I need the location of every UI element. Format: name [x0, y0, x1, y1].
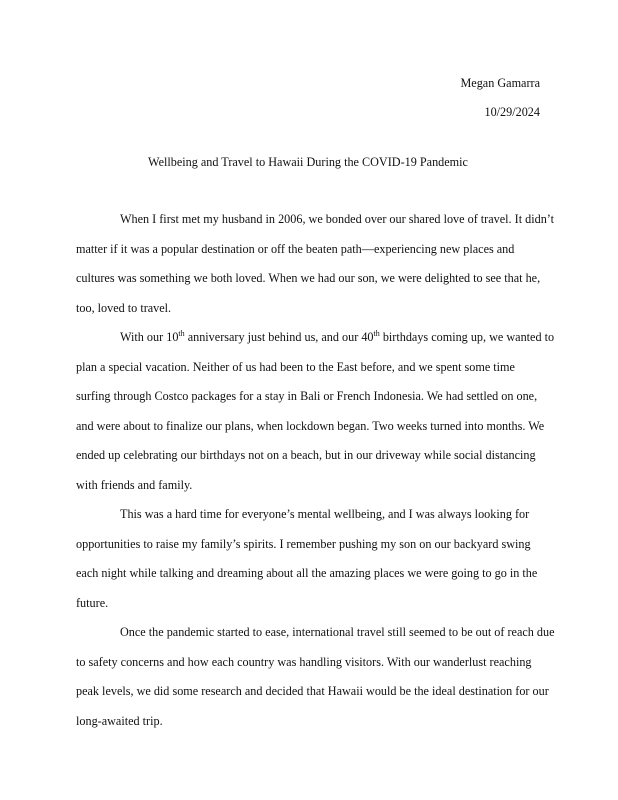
paragraph-line: matter if it was a popular destination or off the beaten path—experiencing new places and: [76, 241, 515, 256]
paragraph-1: [76, 205, 555, 323]
paragraph-4: [76, 618, 555, 736]
superscript: th: [373, 328, 380, 338]
paragraph-line: surfing through Costco packages for a stay in Bali or French Indonesia. We had settled on one,: [76, 389, 538, 403]
paragraph-line: cultures was something we both loved. When we had our son, we were delighted to see that he,: [76, 271, 541, 285]
paragraph-line: plan a special vacation. Neither of us had been to the East before, and we spent some time: [76, 359, 515, 374]
paragraph-line: opportunities to raise my family’s spirits. I remember pushing my son on our backyard swing: [76, 536, 531, 551]
paragraph-line: too, loved to travel.: [76, 300, 172, 315]
paragraph-line: each night while talking and dreaming about all the amazing places we were going to go in the: [76, 566, 538, 580]
document-date: 10/29/2024: [484, 105, 540, 119]
paragraph-line: long-awaited trip.: [76, 713, 163, 728]
paragraph-line: to safety concerns and how each country was handling visitors. With our wanderlust reaching: [76, 654, 532, 669]
paragraph-line: and were about to finalize our plans, when lockdown began. Two weeks turned into months. We: [76, 418, 545, 433]
paragraph-line: Once the pandemic started to ease, international travel still seemed to be out of reach due: [120, 625, 555, 639]
author-name: Megan Gamarra: [460, 76, 540, 90]
paragraph-line: This was a hard time for everyone’s mental wellbeing, and I was always looking for: [120, 507, 530, 521]
paragraph-3: [76, 500, 540, 618]
paragraph-2: [76, 323, 555, 500]
paragraph-line: [76, 323, 555, 353]
paragraph-line: peak levels, we did some research and decided that Hawaii would be the ideal destination for our: [76, 684, 549, 698]
document-header: [76, 69, 540, 127]
text-run: With our 10: [120, 330, 179, 344]
paragraph-line: When I first met my husband in 2006, we bonded over our shared love of travel. It didn’t: [120, 212, 555, 226]
text-run: birthdays coming up, we wanted to: [379, 330, 555, 344]
paragraph-line: ended up celebrating our birthdays not on a beach, but in our driveway while social distancing: [76, 448, 536, 462]
paragraph-line: with friends and family.: [76, 477, 193, 492]
document-title: Wellbeing and Travel to Hawaii During the COVID-19 Pandemic: [148, 155, 468, 169]
text-run: anniversary just behind us, and our 40: [184, 330, 374, 344]
paragraph-line: future.: [76, 595, 109, 610]
document-body: [76, 205, 555, 736]
superscript: th: [178, 328, 185, 338]
